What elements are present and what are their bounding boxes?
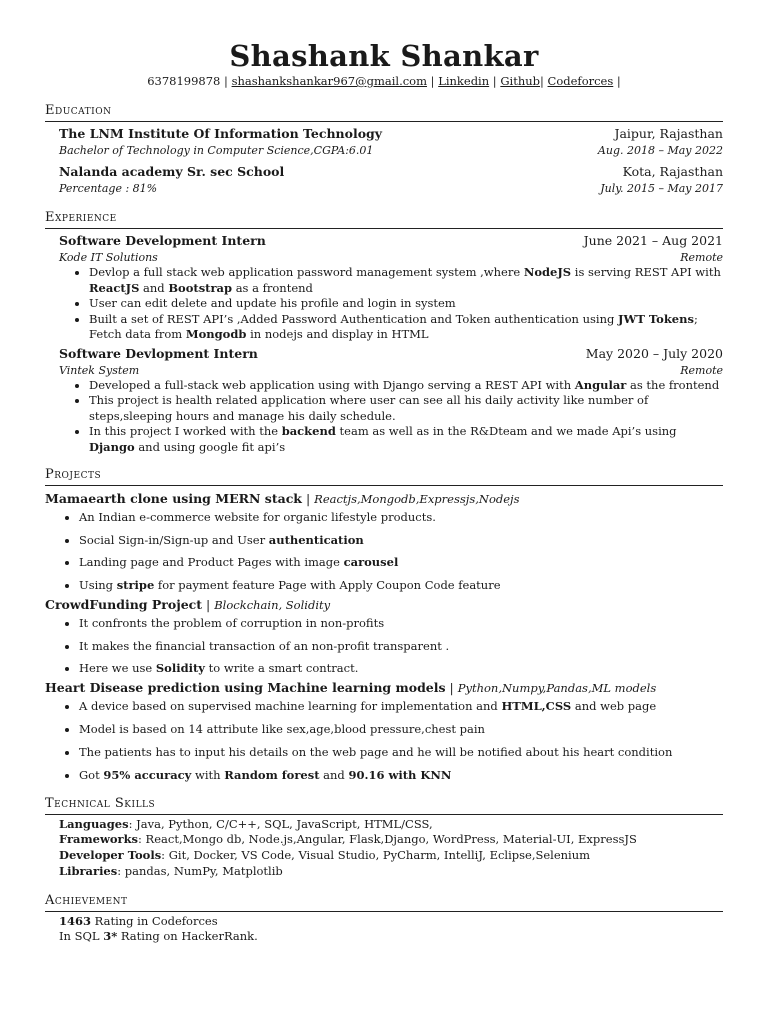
school-name: Nalanda academy Sr. sec School xyxy=(59,164,285,179)
text-segment: ; Fetch data from xyxy=(89,311,698,341)
projects-heading: Projects xyxy=(45,466,723,486)
project-title xyxy=(45,678,723,698)
text-segment: User can edit delete and update his profile and login in system xyxy=(89,296,456,310)
bold-term: Bootstrap xyxy=(168,280,233,295)
candidate-name: Shashank Shankar xyxy=(229,39,539,73)
bold-term: 3* xyxy=(103,929,118,944)
experience-subheader xyxy=(59,363,723,378)
skill-line xyxy=(59,864,723,880)
skill-value: : pandas, NumPy, Matplotlib xyxy=(117,863,283,878)
text-segment: An Indian e-commerce website for organic lifestyle products. xyxy=(79,510,436,524)
text-segment: and using google fit api’s xyxy=(134,439,286,454)
education-entry xyxy=(59,124,723,158)
text-segment: Developed a full-stack web application using with Django serving a REST API with xyxy=(89,377,575,392)
codeforces-link[interactable]: Codeforces xyxy=(547,74,614,88)
bullet-item xyxy=(79,555,723,570)
contact-line: 6378199878 | shashankshankar967@gmail.com | Linkedin | Github| Codeforces | xyxy=(147,74,621,88)
school-location: Kota, Rajasthan xyxy=(622,164,723,179)
text-segment: for payment feature Page with Apply Coupon Code feature xyxy=(154,578,501,593)
experience-header xyxy=(59,231,723,250)
text-segment: Social Sign-in/Sign-up and User xyxy=(79,532,269,547)
bold-term: stripe xyxy=(116,578,155,593)
text-segment: A device based on supervised machine learning for implementation and xyxy=(79,699,502,714)
school-name: The LNM Institute Of Information Technology xyxy=(59,126,383,141)
bullet-item xyxy=(79,699,723,714)
text-segment: to write a smart contract. xyxy=(205,661,359,676)
text-segment: Model is based on 14 attribute like sex,age,blood pressure,chest pain xyxy=(79,722,485,737)
job-dates: May 2020 – July 2020 xyxy=(585,345,723,361)
skill-value: : React,Mongo db, Node.js,Angular, Flask,Django, WordPress, Material-UI, ExpressJS xyxy=(138,832,637,847)
project-title xyxy=(45,595,723,615)
bold-term: Mongodb xyxy=(185,327,247,341)
project-tech: Reactjs,Mongodb,Expressjs,Nodejs xyxy=(314,492,520,506)
bold-term: ReactJS xyxy=(89,280,140,295)
experience-bullets xyxy=(59,265,723,343)
education-list xyxy=(45,124,723,196)
achievement-list xyxy=(45,914,723,946)
text-segment: Rating on HackerRank. xyxy=(117,929,258,944)
project-name: Mamaearth clone using MERN stack xyxy=(45,491,302,506)
bold-term: Django xyxy=(89,439,135,454)
bullet-item xyxy=(79,578,723,593)
bullet-item xyxy=(89,265,723,296)
experience-header xyxy=(59,344,723,363)
text-segment: Landing page and Product Pages with image xyxy=(79,555,344,570)
degree: Percentage : 81% xyxy=(59,182,158,195)
achievement-heading: Achievement xyxy=(45,892,723,912)
degree: Bachelor of Technology in Computer Science,CGPA:6.01 xyxy=(59,144,374,157)
job-title: Software Devlopment Intern xyxy=(59,345,258,361)
experience-list xyxy=(45,231,723,455)
education-dates: July. 2015 – May 2017 xyxy=(600,182,723,195)
job-title: Software Development Intern xyxy=(59,233,266,248)
text-segment: Built a set of REST API’s ,Added Password Authentication and Token authentication using xyxy=(89,311,618,326)
text-segment: The patients has to input his details on the web page and he will be notified about his heart condition xyxy=(79,744,673,759)
company-name: Vintek System xyxy=(59,363,140,377)
projects-list xyxy=(45,489,723,783)
experience-bullets xyxy=(59,378,723,456)
skills-heading: Technical Skills xyxy=(45,795,723,815)
linkedin-link[interactable]: Linkedin xyxy=(438,74,490,88)
bold-term: carousel xyxy=(343,555,399,570)
bold-term: 90.16 with KNN xyxy=(348,767,452,782)
separator: | xyxy=(301,491,315,506)
text-segment: It confronts the problem of corruption in non-profits xyxy=(79,616,385,631)
bullet-item xyxy=(79,745,723,760)
text-segment: and xyxy=(319,767,349,782)
bold-term: Solidity xyxy=(155,661,205,676)
bullet-item xyxy=(89,296,723,312)
bullet-item xyxy=(89,393,723,424)
bold-term: 95% accuracy xyxy=(103,767,192,782)
skill-line xyxy=(59,817,723,833)
separator: | xyxy=(202,597,215,613)
text-segment: as a frontend xyxy=(232,280,313,295)
bullet-item xyxy=(79,639,723,654)
achievement-line xyxy=(59,929,723,945)
bullet-item xyxy=(89,312,723,343)
text-segment: In SQL xyxy=(59,929,104,944)
email-link[interactable]: shashankshankar967@gmail.com xyxy=(231,74,428,88)
project-name: CrowdFunding Project xyxy=(45,597,203,613)
text-segment: as the frontend xyxy=(626,377,720,392)
project-title xyxy=(45,489,723,509)
experience-entry xyxy=(59,344,723,456)
skill-label: Frameworks xyxy=(59,832,139,847)
github-link[interactable]: Github xyxy=(500,74,541,88)
bold-term: Angular xyxy=(574,377,627,392)
text-segment: Devlop a full stack web application password management system ,where xyxy=(89,265,524,279)
bold-term: Random forest xyxy=(224,767,320,782)
project-bullets xyxy=(45,699,723,782)
work-mode: Remote xyxy=(680,363,723,377)
text-segment: It makes the financial transaction of an non-profit transparent . xyxy=(79,638,450,653)
text-segment: Using xyxy=(79,578,117,593)
experience-subheader xyxy=(59,250,723,265)
bold-term: 1463 xyxy=(59,913,92,928)
text-segment: Here we use xyxy=(79,661,156,676)
text-segment: and web page xyxy=(571,699,657,714)
work-mode: Remote xyxy=(680,251,723,264)
project-tech: Python,Numpy,Pandas,ML models xyxy=(457,681,657,696)
project-bullets xyxy=(45,616,723,676)
bullet-item xyxy=(79,722,723,737)
project-tech: Blockchain, Solidity xyxy=(214,598,331,613)
bold-term: HTML,CSS xyxy=(501,699,572,714)
bullet-item xyxy=(79,616,723,631)
project-entry xyxy=(45,595,723,676)
skill-label: Libraries xyxy=(59,863,118,878)
skills-list xyxy=(45,817,723,880)
bullet-item xyxy=(79,510,723,525)
text-segment: Rating in Codeforces xyxy=(91,913,218,928)
education-dates: Aug. 2018 – May 2022 xyxy=(597,144,723,157)
bold-term: backend xyxy=(281,424,336,438)
bullet-item xyxy=(89,378,723,394)
skill-label: Languages xyxy=(59,816,129,831)
project-name: Heart Disease prediction using Machine learning models xyxy=(45,680,446,696)
education-heading: Education xyxy=(45,102,723,122)
bold-term: NodeJS xyxy=(523,265,572,279)
bold-term: authentication xyxy=(268,532,364,547)
company-name: Kode IT Solutions xyxy=(59,251,158,264)
text-segment: with xyxy=(191,767,225,782)
text-segment: in nodejs and display in HTML xyxy=(246,327,429,341)
resume-page xyxy=(45,38,723,945)
skill-value: : Git, Docker, VS Code, Visual Studio, PyCharm, IntelliJ, Eclipse,Selenium xyxy=(161,848,591,863)
text-segment: is serving REST API with xyxy=(571,265,721,279)
text-segment: Got xyxy=(79,767,104,782)
text-segment: and xyxy=(139,280,169,295)
text-segment: In this project I worked with the xyxy=(89,424,282,438)
achievement-line xyxy=(59,914,723,930)
project-bullets xyxy=(45,510,723,593)
education-entry xyxy=(59,162,723,196)
bold-term: JWT Tokens xyxy=(618,311,694,326)
experience-heading: Experience xyxy=(45,209,723,229)
separator: | xyxy=(445,680,458,696)
text-segment: team as well as in the R&Dteam and we made Api’s using xyxy=(335,424,677,438)
text-segment: This project is health related application where user can see all his daily activity like number of steps,sleeping hours and manage his daily schedule. xyxy=(89,393,649,423)
bullet-item xyxy=(79,533,723,548)
skill-line xyxy=(59,832,723,848)
job-dates: June 2021 – Aug 2021 xyxy=(583,233,723,248)
skill-line xyxy=(59,848,723,864)
bullet-item xyxy=(79,768,723,783)
school-location: Jaipur, Rajasthan xyxy=(614,126,723,141)
experience-entry xyxy=(59,231,723,343)
project-entry xyxy=(45,678,723,782)
skill-label: Developer Tools xyxy=(59,848,162,863)
phone-number: 6378199878 xyxy=(147,74,221,88)
bullet-item xyxy=(79,661,723,676)
project-entry xyxy=(45,489,723,593)
bullet-item xyxy=(89,424,723,455)
skill-value: : Java, Python, C/C++, SQL, JavaScript, HTML/CSS, xyxy=(128,816,433,831)
